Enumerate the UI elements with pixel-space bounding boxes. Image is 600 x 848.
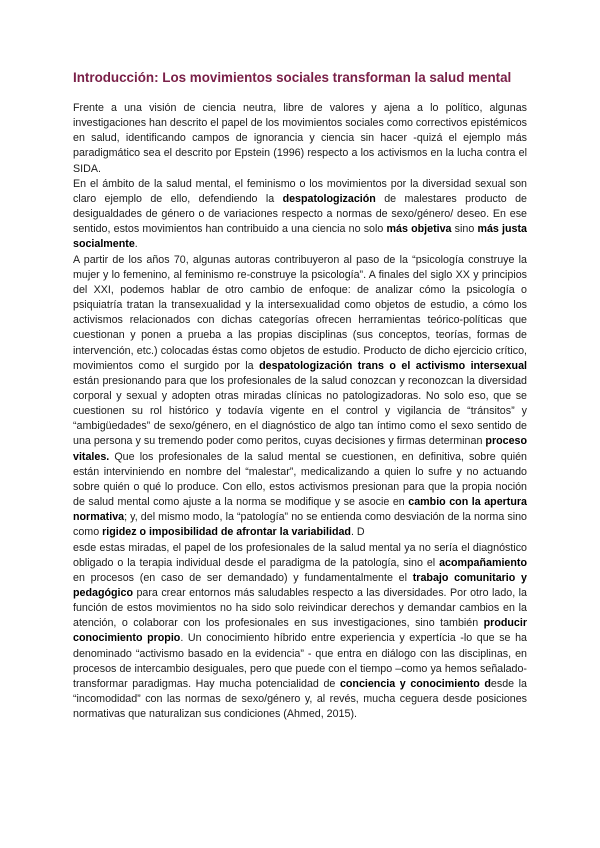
bold-term: producir conocimiento propio	[73, 617, 527, 645]
bold-term: cambio con la apertura normativa	[73, 496, 527, 524]
bold-term: conciencia y conocimiento d	[339, 677, 491, 690]
bold-term: más objetiva	[386, 223, 452, 236]
bold-term: rigidez o imposibilidad de afrontar la variabilidad	[102, 526, 351, 539]
paragraph-text: en procesos (en caso de ser demandado) y fundamentalmente el	[73, 571, 413, 584]
paragraph-text: esde estas miradas, el papel de los profesionales de la salud mental ya no sería el diagnóstico obligado o la terapia individual desde el paradigma de la patología, sino el	[73, 541, 527, 569]
bold-term: más justa socialmente	[73, 223, 527, 251]
paragraph-2	[73, 177, 527, 253]
paragraph-text: de malestares producto de desigualdades de género o de variaciones respecto a normas de sexo/género/ deseo. En ese sentido, estos movimientos han contribuido a una ciencia no solo	[73, 192, 528, 236]
bold-term: proceso vitales.	[73, 435, 527, 463]
paragraph-text: sino	[451, 223, 478, 236]
paragraph-text: En el ámbito de la salud mental, el feminismo o los movimientos por la diversidad sexual son claro ejemplo de ello, defendiendo la	[73, 177, 527, 205]
paragraph-text: están presionando para que los profesionales de la salud conozcan y reconozcan la diversidad corporal y sexual y adopten otras miradas clínicas no patologizadoras. No solo eso, que se cuestionen su rol histórico y todavía vigente en el control y vigilancia de “tránsitos” y “ambigüedades” de sexo/género, en el diagnóstico de algo tan íntimo como el sexo sentido de una persona y su tremendo poder como peritos, cuyas decisiones y firmas determinan	[73, 374, 527, 448]
paragraph-text: Que los profesionales de la salud mental se cuestionen, en definitiva, sobre quién están interviniendo en nombre del “malestar”, medicalizando a quien lo sufre y no actuando sobre quién o qué lo produce. Con ello, estos activismos presionan para que la propia noción de salud mental como ajuste a la norma se modifique y se asocie en	[73, 450, 527, 509]
bold-term: despatologización	[282, 192, 376, 205]
bold-term: trabajo comunitario y pedagógico	[73, 571, 527, 599]
paragraph-text: .	[134, 238, 138, 251]
document-body	[73, 101, 527, 722]
paragraph-text: . Un conocimiento híbrido entre experiencia y expertícia -lo que se ha denominado “activismo basado en la evidencia” - que entra en diálogo con las disciplinas, en procesos de intercambio desiguales, pero que puede con el tiempo –como ya hemos señalado- transformar paradigmas. Hay mucha potencialidad de	[73, 632, 528, 690]
bold-term: acompañamiento	[439, 556, 527, 569]
paragraph-3	[73, 253, 527, 541]
bold-term: despatologización trans o el activismo intersexual	[259, 359, 527, 372]
paragraph-text: . D	[350, 526, 365, 539]
paragraph-1: Frente a una visión de ciencia neutra, libre de valores y ajena a lo político, algunas investigaciones han descrito el papel de los movimientos sociales como correctivos epistémicos en salud, identificando campos de ignorancia y ciencia sin hacer -quizá el ejemplo más paradigmático sea el descrito por Epstein (1996) respecto a los activismos en la lucha contra el SIDA.	[73, 102, 527, 175]
paragraph-text: ; y, del mismo modo, la “patología” no se entienda como desviación de la norma sino como	[73, 511, 527, 539]
paragraph-4	[73, 541, 527, 723]
paragraph-text: para crear entornos más saludables respecto a las diversidades. Por otro lado, la función de estos movimientos no ha sido solo reivindicar derechos y demandar cambios en la atención, o colaborar con los profesionales en sus investigaciones, sino también	[73, 587, 527, 630]
page-title: Introducción: Los movimientos sociales transforman la salud mental	[73, 70, 512, 85]
paragraph-text: A partir de los años 70, algunas autoras contribuyeron al paso de la “psicología construye la mujer y lo femenino, al feminismo re-construye la psicología”. A finales del siglo XX y principios del XXI, podemos hablar de otro cambio de enfoque: de analizar cómo la psicología o psiquiatría tratan la transexualidad y la intersexualidad como objetos de estudio, a cómo los activismos relacionados con dichas categorías ofrecen herramientas teórico-políticas que cuestionan y ponen a prueba a las propias disciplinas (sus conceptos, teorías, formas de intervención, etc.) colocadas éstas como objetos de estudio. Producto de dicho ejercicio crítico, movimientos como el surgido por la	[73, 253, 527, 372]
paragraph-text: esde la “incomodidad” con las normas de sexo/género y, al revés, mucha ceguera desde posiciones normativas que naturalizan sus condiciones (Ahmed, 2015).	[73, 677, 528, 721]
